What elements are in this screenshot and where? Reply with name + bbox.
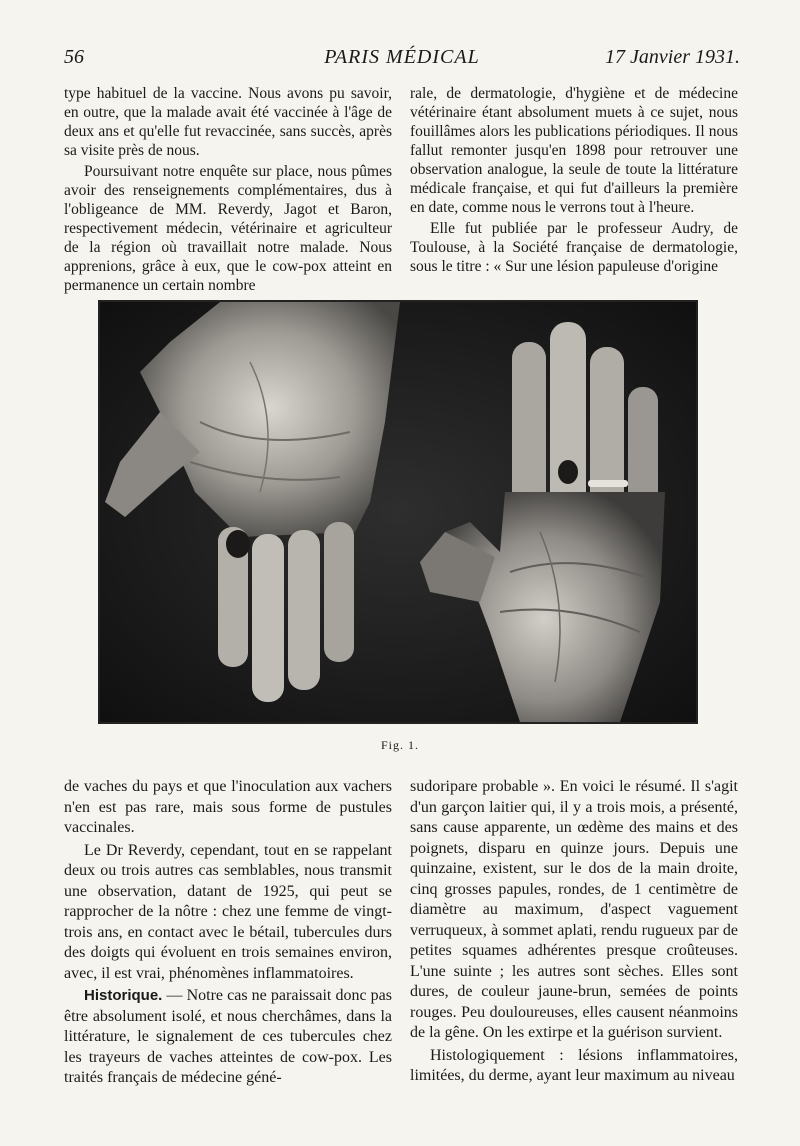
- journal-title: PARIS MÉDICAL: [324, 46, 480, 68]
- section-heading-historique: Historique.: [84, 987, 163, 1004]
- column-top-left: [64, 84, 392, 295]
- paragraph: rale, de dermatologie, d'hygiène et de médecine vétérinaire étant absolument muets à ce sujet, nous fouillâmes alors les publications périodiques. Il nous fallut remonter jusqu'en 1898 pour retrouver une observation analogue, la seule de toute la littérature médicale française, et qui fut d'ailleurs la première en date, comme nous le verrons tout à l'heure.: [410, 85, 738, 216]
- figure-hands-photograph: [98, 300, 698, 724]
- paragraph: [64, 986, 392, 1089]
- paragraph: type habituel de la vaccine. Nous avons pu savoir, en outre, que la malade avait été vaccinée à l'âge de deux ans et qu'elle fut revaccinée, sans succès, après sa visite près de nous.: [64, 85, 392, 159]
- paragraph: Poursuivant notre enquête sur place, nous pûmes avoir des renseignements complémentaires, dus à l'obligeance de MM. Reverdy, Jagot et Baron, respectivement médecin, vétérinaire et agriculteur de la région où travaillait notre malade. Nous apprenions, grâce à eux, que le cow-pox atteint en permanence un certain nombre: [64, 163, 392, 294]
- lesion: [558, 460, 578, 484]
- issue-date: 17 Janvier 1931.: [605, 46, 740, 68]
- running-header: [64, 46, 740, 76]
- paragraph: de vaches du pays et que l'inoculation aux vachers n'en est pas rare, mais sous forme de pustules vaccinales.: [64, 778, 392, 836]
- hands-photo-illustration: [100, 302, 696, 722]
- paragraph: sudoripare probable ». En voici le résumé. Il s'agit d'un garçon laitier qui, il y a trois mois, a présenté, sans cause apparente, un œdème des mains et des poignets, disparu en quinze jours. Depuis une quinzaine, existent, sur le dos de la main droite, cinq grosses papules, rondes, de 1 centimètre de diamètre au maximum, d'aspect vaguement verruqueux, à sommet aplati, rendu rugueux par de petites squames adhérentes presque croûteuses. L'une suinte ; les autres sont sèches. Elles sont dures, de couleur jaune-brun, semées de points rouges. Peu douloureuses, elles causent néanmoins de la gêne. On les extirpe et la guérison survient.: [410, 778, 738, 1041]
- column-bottom-right: [410, 777, 738, 1087]
- column-top-right: [410, 84, 738, 276]
- paragraph: Le Dr Reverdy, cependant, tout en se rappelant deux ou trois autres cas semblables, nous transmit une observation, datant de 1925, qui peut se rapprocher de la nôtre : chez une femme de vingt-trois ans, en contact avec le bétail, tubercules durs des doigts qui évoluent en trois semaines environ, avec, il est vrai, phénomènes inflammatoires.: [64, 841, 392, 982]
- column-bottom-left: [64, 777, 392, 1089]
- paragraph: Elle fut publiée par le professeur Audry, de Toulouse, à la Société française de dermatologie, sous le titre : « Sur une lésion papuleuse d'origine: [410, 220, 738, 275]
- ring: [588, 480, 628, 487]
- paragraph-text: — Notre cas ne paraissait donc pas être absolument isolé, et nous cherchâmes, dans la littérature, le signalement de ces tubercules chez les trayeurs de vaches atteintes de cow-pox. Les traités français de médecine géné-: [64, 987, 392, 1086]
- page-number: 56: [64, 46, 84, 68]
- lesion: [226, 530, 250, 558]
- paragraph: Histologiquement : lésions inflammatoires, limitées, du derme, ayant leur maximum au niveau: [410, 1046, 738, 1084]
- figure-caption: Fig. 1.: [380, 738, 419, 752]
